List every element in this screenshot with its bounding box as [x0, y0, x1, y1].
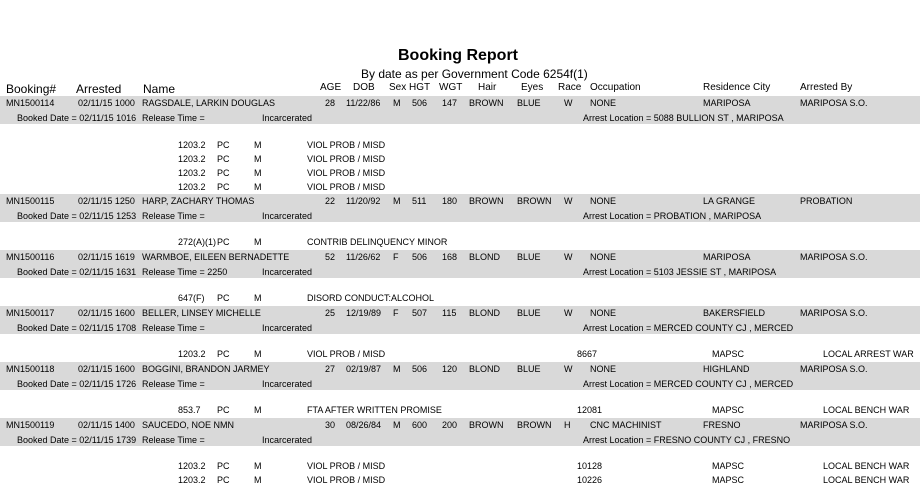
warrant-type: LOCAL BENCH WAR — [823, 405, 910, 415]
col-hair: Hair — [478, 82, 497, 93]
arrested-by: MARIPOSA S.O. — [800, 252, 868, 262]
release-time: Release Time = — [142, 379, 205, 389]
charge-description: VIOL PROB / MISD — [307, 461, 386, 471]
race: W — [564, 252, 573, 262]
booked-date: Booked Date = 02/11/15 1739 — [17, 435, 137, 445]
record-band — [0, 250, 920, 278]
weight: 147 — [442, 98, 458, 108]
custody-status: Incarcerated — [262, 379, 313, 389]
booked-date: Booked Date = 02/11/15 1016 — [17, 113, 137, 123]
race: W — [564, 196, 573, 206]
hair: BROWN — [469, 420, 504, 430]
height: 511 — [412, 196, 427, 206]
inmate-name: BELLER, LINSEY MICHELLE — [142, 308, 261, 318]
release-time: Release Time = — [142, 435, 205, 445]
charge-description: VIOL PROB / MISD — [307, 182, 386, 192]
col-race: Race — [558, 82, 582, 93]
hair: BLOND — [469, 308, 501, 318]
weight: 180 — [442, 196, 458, 206]
arrested-datetime: 02/11/15 1619 — [78, 252, 135, 262]
arrested-datetime: 02/11/15 1250 — [78, 196, 135, 206]
case-number: 10226 — [577, 475, 603, 485]
charge-description: VIOL PROB / MISD — [307, 349, 386, 359]
eyes: BLUE — [517, 364, 541, 374]
booked-date: Booked Date = 02/11/15 1708 — [17, 323, 137, 333]
booking-number: MN1500116 — [6, 252, 55, 262]
charge-level: M — [254, 349, 262, 359]
charge-type: PC — [217, 154, 230, 164]
charge-code: 1203.2 — [178, 475, 206, 485]
charge-code: 1203.2 — [178, 168, 206, 178]
occupation: NONE — [590, 98, 617, 108]
booking-number: MN1500114 — [6, 98, 55, 108]
height: 600 — [412, 420, 428, 430]
residence-city: BAKERSFIELD — [703, 308, 766, 318]
hair: BROWN — [469, 98, 504, 108]
arrested-datetime: 02/11/15 1400 — [78, 420, 135, 430]
col-dob: DOB — [353, 82, 375, 93]
agency: MAPSC — [712, 405, 745, 415]
booked-date: Booked Date = 02/11/15 1726 — [17, 379, 137, 389]
dob: 12/19/89 — [346, 308, 382, 318]
arrested-by: MARIPOSA S.O. — [800, 420, 868, 430]
height: 506 — [412, 252, 428, 262]
col-arrested-by: Arrested By — [800, 82, 853, 93]
agency: MAPSC — [712, 349, 745, 359]
charge-level: M — [254, 237, 262, 247]
agency: MAPSC — [712, 475, 745, 485]
charge-description: VIOL PROB / MISD — [307, 475, 386, 485]
weight: 120 — [442, 364, 458, 374]
booked-date: Booked Date = 02/11/15 1631 — [17, 267, 137, 277]
custody-status: Incarcerated — [262, 211, 313, 221]
col-hgt: HGT — [409, 82, 431, 93]
release-time: Release Time = 2250 — [142, 267, 228, 277]
age: 30 — [325, 420, 336, 430]
arrest-location: Arrest Location = 5088 BULLION ST , MARIPOSA — [583, 113, 784, 123]
case-number: 10128 — [577, 461, 603, 471]
height: 506 — [412, 364, 428, 374]
booking-number: MN1500115 — [6, 196, 55, 206]
arrested-by: MARIPOSA S.O. — [800, 364, 868, 374]
eyes: BLUE — [517, 98, 541, 108]
charge-code: 1203.2 — [178, 349, 206, 359]
charge-code: 1203.2 — [178, 182, 206, 192]
occupation: NONE — [590, 308, 617, 318]
age: 25 — [325, 308, 336, 318]
weight: 115 — [442, 308, 457, 318]
arrest-location: Arrest Location = PROBATION , MARIPOSA — [583, 211, 762, 221]
release-time: Release Time = — [142, 323, 205, 333]
dob: 11/22/86 — [346, 98, 381, 108]
custody-status: Incarcerated — [262, 323, 313, 333]
sex: M — [393, 364, 401, 374]
charge-type: PC — [217, 405, 230, 415]
charge-code: 1203.2 — [178, 461, 206, 471]
eyes: BLUE — [517, 308, 541, 318]
arrested-by: MARIPOSA S.O. — [800, 98, 868, 108]
occupation: CNC MACHINIST — [590, 420, 662, 430]
occupation: NONE — [590, 252, 617, 262]
custody-status: Incarcerated — [262, 113, 313, 123]
custody-status: Incarcerated — [262, 435, 313, 445]
col-arrested: Arrested — [76, 82, 122, 96]
dob: 08/26/84 — [346, 420, 382, 430]
dob: 02/19/87 — [346, 364, 382, 374]
dob: 11/26/62 — [346, 252, 381, 262]
charge-description: VIOL PROB / MISD — [307, 140, 386, 150]
inmate-name: WARMBOE, EILEEN BERNADETTE — [142, 252, 290, 262]
charge-type: PC — [217, 461, 230, 471]
warrant-type: LOCAL ARREST WAR — [823, 349, 914, 359]
agency: MAPSC — [712, 461, 745, 471]
arrested-datetime: 02/11/15 1600 — [78, 308, 135, 318]
hair: BLOND — [469, 364, 501, 374]
charge-level: M — [254, 293, 262, 303]
charge-level: M — [254, 140, 262, 150]
charge-type: PC — [217, 168, 230, 178]
charge-type: PC — [217, 293, 230, 303]
charge-code: 1203.2 — [178, 140, 206, 150]
hair: BLOND — [469, 252, 501, 262]
charge-description: FTA AFTER WRITTEN PROMISE — [307, 405, 442, 415]
case-number: 12081 — [577, 405, 603, 415]
race: W — [564, 98, 573, 108]
col-residence: Residence City — [703, 82, 771, 93]
weight: 200 — [442, 420, 458, 430]
sex: M — [393, 98, 401, 108]
booking-number: MN1500118 — [6, 364, 55, 374]
case-number: 8667 — [577, 349, 598, 359]
charge-description: CONTRIB DELINQUENCY MINOR — [307, 237, 448, 247]
charge-code: 272(A)(1) — [178, 237, 217, 247]
inmate-name: SAUCEDO, NOE NMN — [142, 420, 235, 430]
custody-status: Incarcerated — [262, 267, 313, 277]
sex: M — [393, 196, 401, 206]
arrest-location: Arrest Location = MERCED COUNTY CJ , MERCED — [583, 379, 794, 389]
arrested-by: MARIPOSA S.O. — [800, 308, 868, 318]
arrest-location: Arrest Location = 5103 JESSIE ST , MARIPOSA — [583, 267, 777, 277]
booking-number: MN1500117 — [6, 308, 55, 318]
height: 507 — [412, 308, 428, 318]
col-wgt: WGT — [439, 82, 463, 93]
race: H — [564, 420, 571, 430]
charge-level: M — [254, 182, 262, 192]
charge-level: M — [254, 405, 262, 415]
col-booking: Booking# — [6, 82, 57, 96]
height: 506 — [412, 98, 428, 108]
charge-level: M — [254, 475, 262, 485]
charge-type: PC — [217, 182, 230, 192]
booking-number: MN1500119 — [6, 420, 55, 430]
release-time: Release Time = — [142, 113, 205, 123]
charge-level: M — [254, 461, 262, 471]
charge-type: PC — [217, 475, 230, 485]
race: W — [564, 308, 573, 318]
charge-type: PC — [217, 140, 230, 150]
col-occupation: Occupation — [590, 82, 641, 93]
report-subtitle: By date as per Government Code 6254f(1) — [361, 67, 588, 81]
inmate-name: BOGGINI, BRANDON JARMEY — [142, 364, 270, 374]
occupation: NONE — [590, 364, 617, 374]
warrant-type: LOCAL BENCH WAR — [823, 475, 910, 485]
eyes: BROWN — [517, 196, 552, 206]
age: 52 — [325, 252, 336, 262]
arrested-by: PROBATION — [800, 196, 853, 206]
charge-code: 853.7 — [178, 405, 201, 415]
arrested-datetime: 02/11/15 1000 — [78, 98, 135, 108]
age: 28 — [325, 98, 336, 108]
residence-city: LA GRANGE — [703, 196, 756, 206]
residence-city: MARIPOSA — [703, 98, 751, 108]
charge-code: 1203.2 — [178, 154, 206, 164]
col-age: AGE — [320, 82, 342, 93]
eyes: BLUE — [517, 252, 541, 262]
arrested-datetime: 02/11/15 1600 — [78, 364, 135, 374]
sex: F — [393, 252, 399, 262]
sex: F — [393, 308, 399, 318]
inmate-name: RAGSDALE, LARKIN DOUGLAS — [142, 98, 276, 108]
release-time: Release Time = — [142, 211, 205, 221]
hair: BROWN — [469, 196, 504, 206]
occupation: NONE — [590, 196, 617, 206]
residence-city: MARIPOSA — [703, 252, 751, 262]
age: 27 — [325, 364, 336, 374]
charge-type: PC — [217, 237, 230, 247]
charge-description: VIOL PROB / MISD — [307, 168, 386, 178]
charge-description: VIOL PROB / MISD — [307, 154, 386, 164]
charge-type: PC — [217, 349, 230, 359]
residence-city: FRESNO — [703, 420, 741, 430]
eyes: BROWN — [517, 420, 552, 430]
charge-code: 647(F) — [178, 293, 205, 303]
record-band — [0, 194, 920, 222]
charge-description: DISORD CONDUCT:ALCOHOL — [307, 293, 435, 303]
residence-city: HIGHLAND — [703, 364, 750, 374]
warrant-type: LOCAL BENCH WAR — [823, 461, 910, 471]
col-sex: Sex — [389, 82, 407, 93]
inmate-name: HARP, ZACHARY THOMAS — [142, 196, 255, 206]
dob: 11/20/92 — [346, 196, 381, 206]
weight: 168 — [442, 252, 458, 262]
charge-level: M — [254, 154, 262, 164]
booked-date: Booked Date = 02/11/15 1253 — [17, 211, 137, 221]
report-title: Booking Report — [398, 47, 518, 64]
age: 22 — [325, 196, 336, 206]
arrest-location: Arrest Location = FRESNO COUNTY CJ , FRESNO — [583, 435, 791, 445]
col-eyes: Eyes — [521, 82, 544, 93]
arrest-location: Arrest Location = MERCED COUNTY CJ , MERCED — [583, 323, 794, 333]
charge-level: M — [254, 168, 262, 178]
sex: M — [393, 420, 401, 430]
race: W — [564, 364, 573, 374]
col-name: Name — [143, 82, 176, 96]
